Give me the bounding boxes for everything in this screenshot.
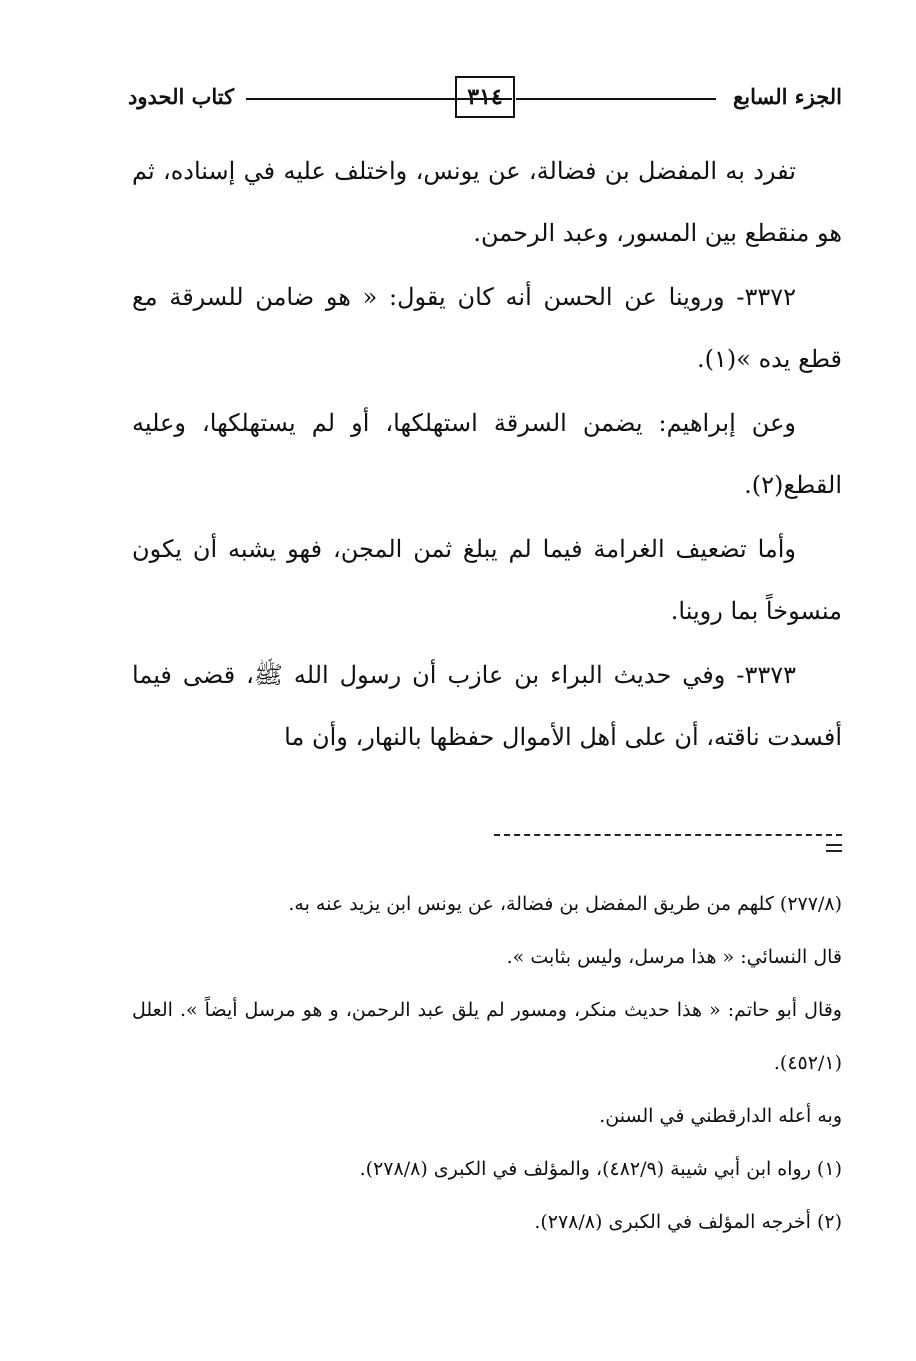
- footnote-dashed-rule: [494, 834, 842, 836]
- footnote-2: (٢) أخرجه المؤلف في الكبرى (٢٧٨/٨).: [534, 1211, 842, 1233]
- paragraph-hadith-3373: ٣٣٧٣- وفي حديث البراء بن عازب أن رسول الله ﷺ، قضى فيما أفسدت ناقته، أن على أهل الأموال حفظها بالنهار، وأن ما: [132, 661, 842, 751]
- footnote-line: وبه أعله الدارقطني في السنن.: [599, 1105, 842, 1127]
- paragraph: وعن إبراهيم: يضمن السرقة استهلكها، أو لم يستهلكها، وعليه القطع(٢).: [132, 409, 842, 499]
- volume-title: الجزء السابع: [733, 84, 842, 109]
- footnotes: [132, 878, 842, 1249]
- paragraph-hadith-3372: ٣٣٧٢- وروينا عن الحسن أنه كان يقول: « هو ضامن للسرقة مع قطع يده »(١).: [132, 283, 842, 373]
- footnote-continuation: (٢٧٧/٨) كلهم من طريق المفضل بن فضالة، عن يونس ابن يزيد عنه به.: [288, 893, 842, 915]
- footnote-1: (١) رواه ابن أبي شيبة (٤٨٢/٩)، والمؤلف في الكبرى (٢٧٨/٨).: [359, 1158, 842, 1180]
- chapter-title: كتاب الحدود: [128, 84, 235, 109]
- footnote-double-mark: [826, 844, 842, 856]
- paragraph: تفرد به المفضل بن فضالة، عن يونس، واختلف عليه في إسناده، ثم هو منقطع بين المسور، وعبد الرحمن.: [132, 157, 842, 247]
- footnote-line: قال النسائي: « هذا مرسل، وليس بثابت ».: [506, 946, 842, 968]
- header-rule-right: [516, 98, 716, 100]
- main-text: [132, 140, 842, 770]
- header-rule-left: [246, 98, 512, 100]
- footnote-line: وقال أبو حاتم: « هذا حديث منكر، ومسور لم يلق عبد الرحمن، و هو مرسل أيضاً ». العلل (٤٥٢/١).: [132, 999, 842, 1074]
- footnote-separator: [494, 830, 842, 858]
- running-header: [128, 72, 842, 124]
- page-number: ٣١٤: [455, 76, 515, 118]
- paragraph: وأما تضعيف الغرامة فيما لم يبلغ ثمن المجن، فهو يشبه أن يكون منسوخاً بما روينا.: [132, 535, 842, 625]
